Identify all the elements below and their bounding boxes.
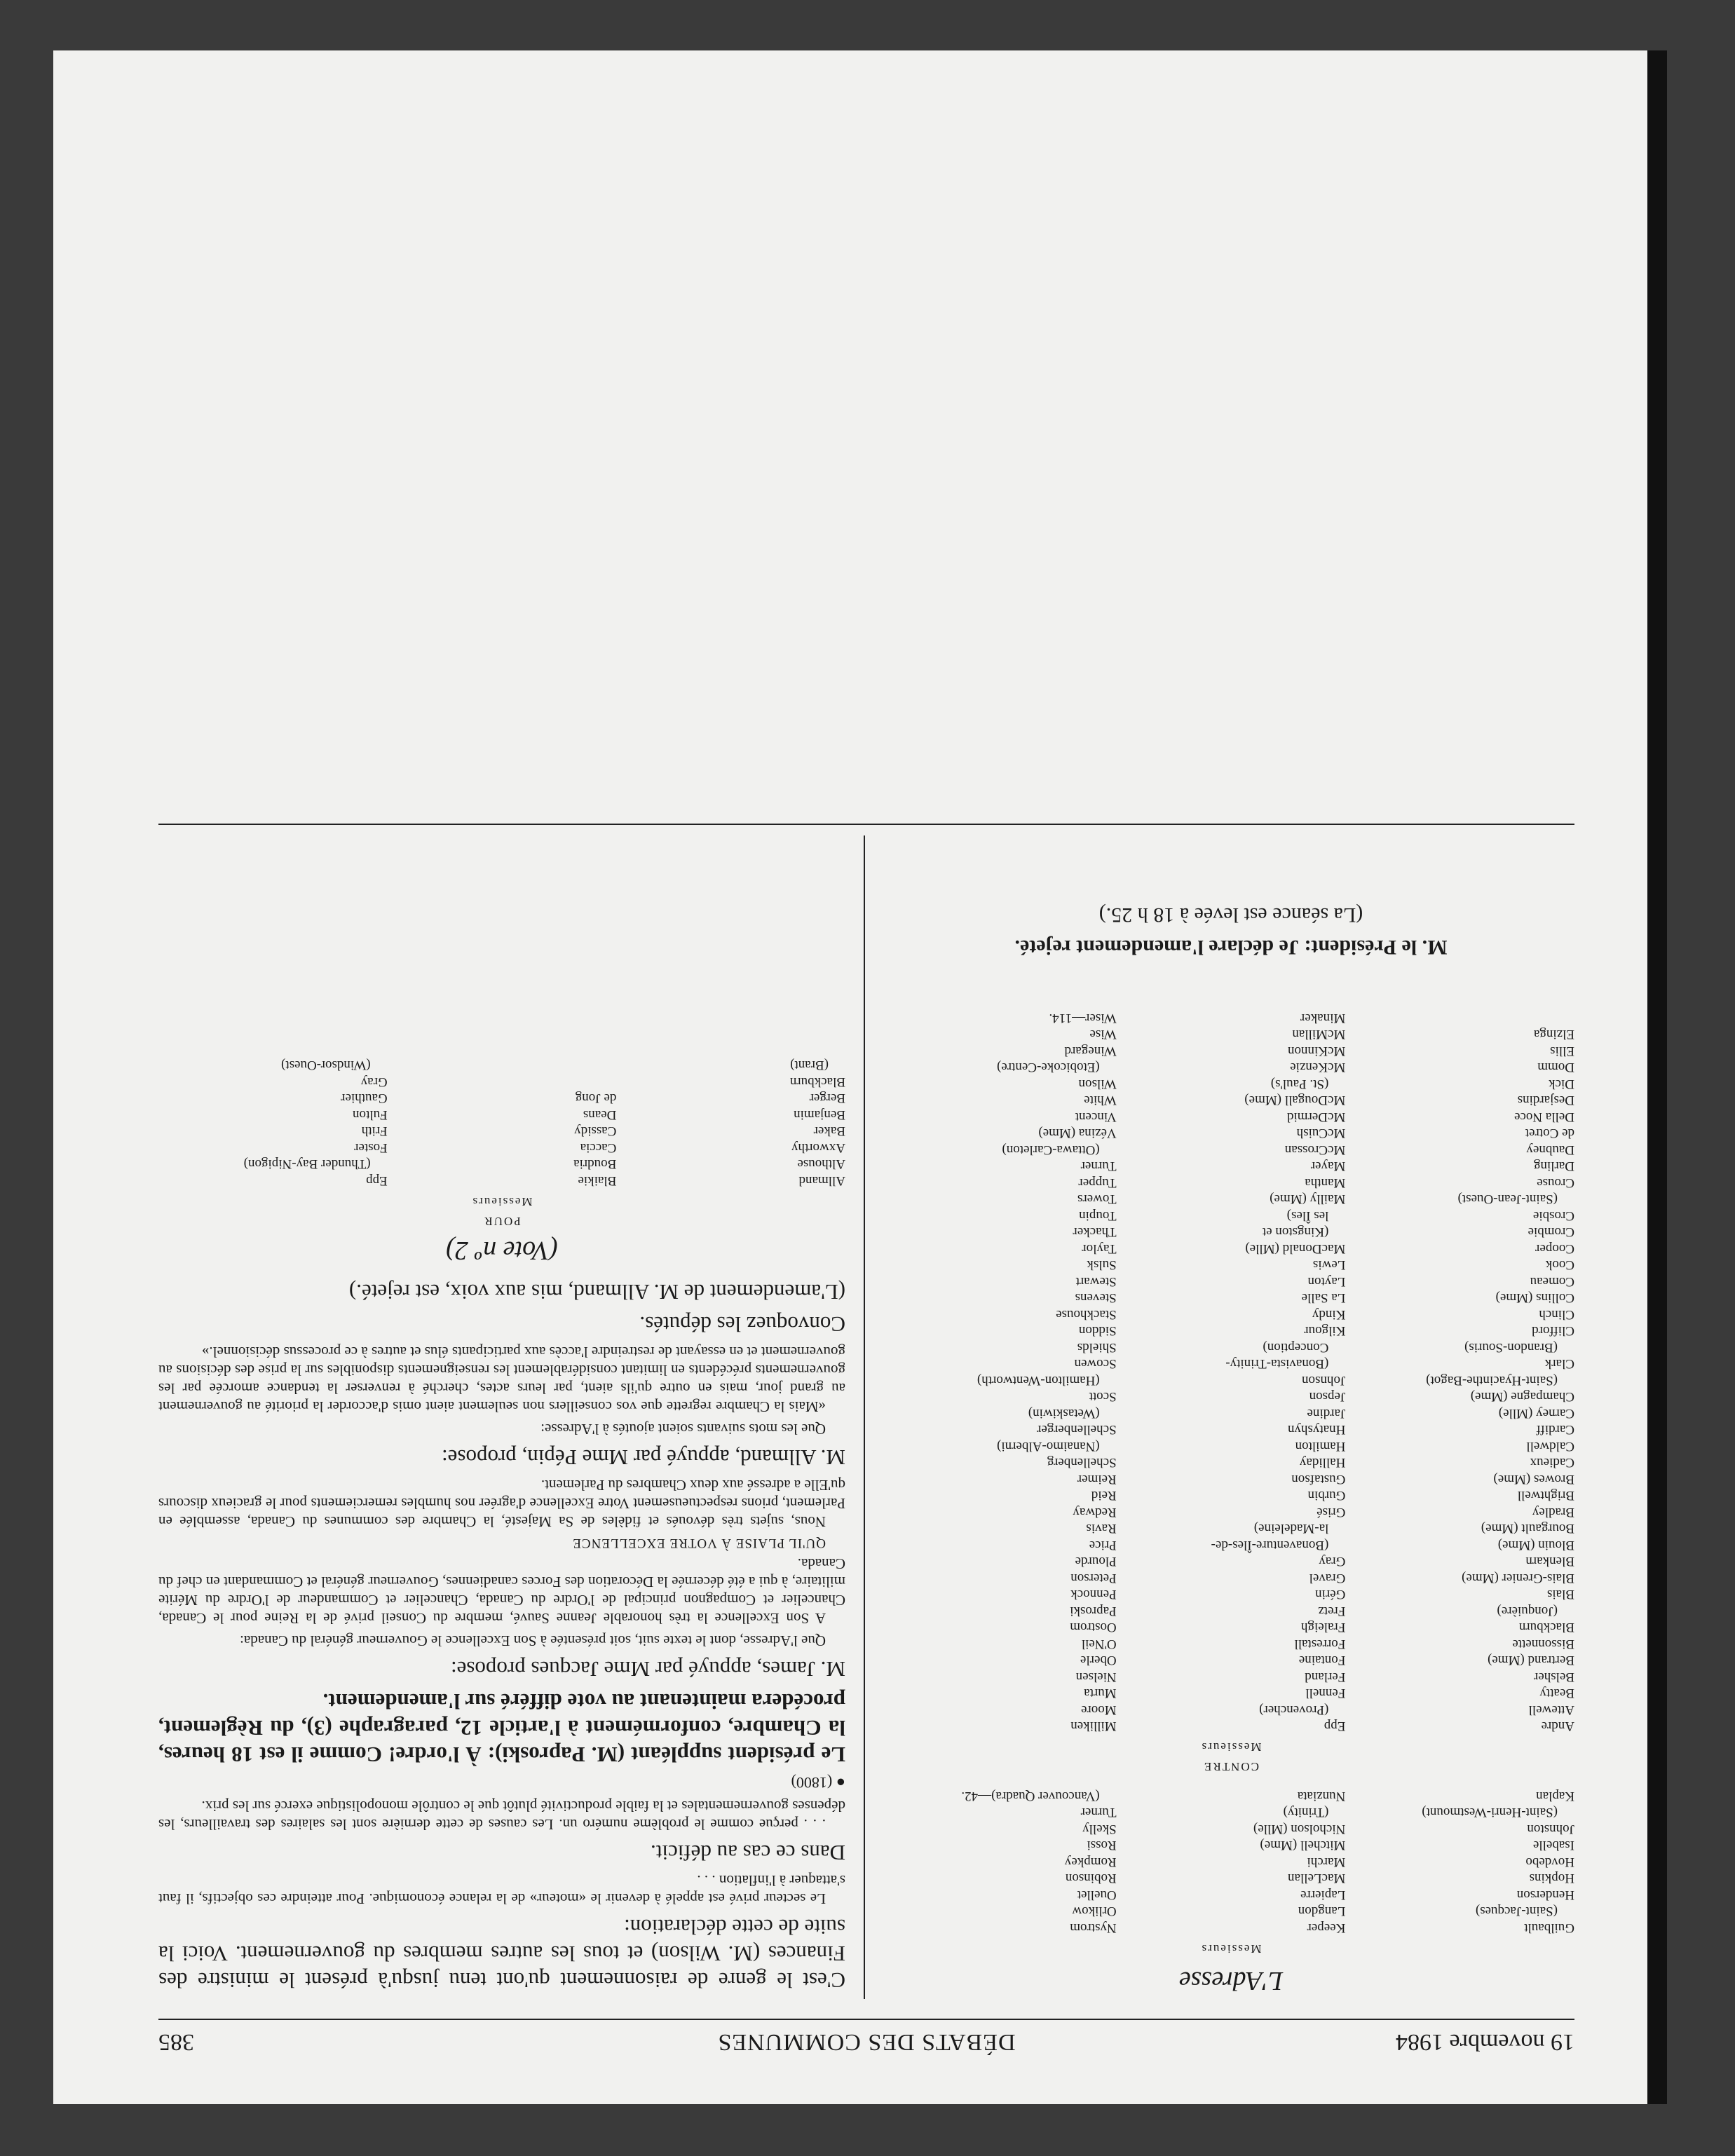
quotation: Le secteur privé est appelé à devenir le «moteur» de la relance économique. Pour atteindre ces objectifs, il faut s'attaquer à l'inflation . . . bbox=[158, 1872, 845, 1907]
member-name: Bradley bbox=[1532, 1505, 1574, 1520]
member-name: Turner bbox=[1080, 1159, 1117, 1174]
member-name: Fretz bbox=[1318, 1604, 1346, 1618]
member-name: Toupin bbox=[1079, 1208, 1117, 1223]
member-name: Ferland bbox=[1305, 1670, 1346, 1684]
member-name: Epp bbox=[366, 1173, 388, 1188]
member-name: Hovdebo bbox=[1525, 1855, 1574, 1869]
member-name: Cardiff bbox=[1536, 1422, 1574, 1438]
member-name: Blackburn bbox=[789, 1074, 845, 1089]
member-name: McDougall (Mme) bbox=[1244, 1093, 1346, 1108]
member-name: Clinch bbox=[1539, 1307, 1574, 1322]
closing-line: (La séance est levée à 18 h 25.) bbox=[1098, 903, 1363, 927]
member-name: Gravel bbox=[1309, 1571, 1346, 1585]
member-name: Forrestall bbox=[1294, 1637, 1346, 1651]
time-marker: ● (1800) bbox=[791, 1774, 845, 1792]
member-name: Lewis bbox=[1312, 1257, 1346, 1273]
member-name: Nunziata bbox=[1297, 1789, 1346, 1803]
member-name: Darling bbox=[1533, 1159, 1574, 1174]
member-name: Cooper bbox=[1535, 1241, 1574, 1256]
member-name: O'Neil bbox=[1081, 1637, 1117, 1651]
member-name: Guilbault bbox=[1524, 1920, 1574, 1935]
paragraph: Convoquez les députés. bbox=[639, 1312, 845, 1337]
member-name: Hopkins bbox=[1529, 1871, 1574, 1886]
member-name: Andre bbox=[1541, 1719, 1574, 1734]
member-name: Halliday bbox=[1299, 1455, 1346, 1471]
member-name: Dick bbox=[1549, 1077, 1574, 1091]
member-name: Benjamin bbox=[794, 1107, 845, 1122]
member-name: Tupper bbox=[1078, 1175, 1117, 1190]
names-list-contre bbox=[887, 1010, 1574, 1735]
quotation: Nous, sujets très dévoués et fidèles de Sa Majesté, la Chambre des communes du Canada, assemblée en Parlement, prions respectueusement Votre Excellence d'agréer nos humbles remerciements pour le gracieux discours qu'Elle a adressé aux deux Chambres du Parlement. bbox=[158, 1477, 845, 1530]
page-content bbox=[158, 100, 1574, 2055]
pour-heading: POUR bbox=[483, 1215, 521, 1228]
member-name: Henderson bbox=[1516, 1888, 1574, 1902]
member-name: (Brant) bbox=[790, 1058, 829, 1073]
member-name: Pennock bbox=[1070, 1587, 1117, 1602]
member-name: Crouse bbox=[1537, 1175, 1574, 1190]
header-date: 19 novembre 1984 bbox=[1396, 2029, 1574, 2055]
member-name: Reid bbox=[1091, 1488, 1117, 1503]
member-name: Blouin (Mme) bbox=[1497, 1538, 1574, 1553]
member-name: Daubney bbox=[1526, 1142, 1574, 1157]
member-name: Desjardins bbox=[1517, 1093, 1574, 1108]
member-name: Boudria bbox=[573, 1157, 617, 1172]
member-name: (Saint-Henri-Westmount) bbox=[1422, 1805, 1558, 1820]
member-name: Jardine bbox=[1307, 1406, 1346, 1421]
member-name: Berger bbox=[809, 1091, 845, 1106]
member-name: Bertrand (Mme) bbox=[1488, 1653, 1574, 1668]
member-name: Turner bbox=[1080, 1805, 1117, 1820]
member-name: (Etobicoke-Centre) bbox=[997, 1060, 1100, 1075]
member-name: Baker bbox=[813, 1124, 845, 1139]
member-name: Mantha bbox=[1305, 1175, 1346, 1190]
member-name: Fulton bbox=[353, 1107, 388, 1122]
member-name: Allmand bbox=[798, 1173, 845, 1188]
member-name: Oberle bbox=[1080, 1653, 1117, 1668]
motion-intro: M. Allmand, appuyé par Mme Pépin, propose: bbox=[442, 1445, 845, 1470]
member-name: Winegard bbox=[1064, 1044, 1117, 1058]
member-name: Murta bbox=[1084, 1686, 1117, 1701]
member-name: Belsher bbox=[1533, 1670, 1574, 1684]
member-name: Frith bbox=[361, 1124, 388, 1139]
member-name: Gray bbox=[360, 1074, 388, 1089]
member-name: Della Noce bbox=[1514, 1110, 1574, 1124]
vote-heading: (Vote nº 2) bbox=[446, 1236, 558, 1265]
quotation: Que l'Adresse, dont le texte suit, soit présentée à Son Excellence le Gouverneur général du Canada: bbox=[240, 1632, 826, 1649]
member-name: Crosbie bbox=[1532, 1208, 1574, 1223]
page-number: 385 bbox=[158, 2029, 194, 2055]
member-name: Marchi bbox=[1307, 1855, 1346, 1869]
member-name: (Brandon-Souris) bbox=[1464, 1340, 1558, 1355]
member-name: La Salle bbox=[1301, 1290, 1346, 1306]
member-name: (Nanaimo-Alberni) bbox=[997, 1439, 1100, 1454]
member-name: Wise bbox=[1089, 1027, 1117, 1042]
member-name: (Jonquière) bbox=[1497, 1604, 1558, 1618]
member-name: Paproski bbox=[1070, 1604, 1117, 1618]
quotation: Que les mots suivants soient ajoutés à l'Adresse: bbox=[540, 1421, 826, 1438]
member-name: Carney (Mlle) bbox=[1498, 1406, 1574, 1421]
member-name: Scowen bbox=[1074, 1356, 1117, 1372]
member-name: Peterson bbox=[1070, 1571, 1117, 1585]
member-name: Browes (Mme) bbox=[1493, 1472, 1574, 1487]
member-name: MacLellan bbox=[1288, 1871, 1346, 1886]
member-name: Orlikow bbox=[1072, 1904, 1117, 1919]
member-name: Cassidy bbox=[574, 1124, 617, 1139]
member-name: Deans bbox=[583, 1107, 617, 1122]
section-title: L'Adresse bbox=[1178, 1966, 1284, 1995]
member-name: (Bonaventure-Îles-de- bbox=[1211, 1538, 1329, 1553]
member-name: Keeper bbox=[1307, 1920, 1346, 1935]
member-name: de Cotret bbox=[1525, 1126, 1574, 1141]
member-name: Clark bbox=[1544, 1356, 1574, 1372]
member-name: Gustafson bbox=[1291, 1472, 1346, 1487]
member-name: Isabelle bbox=[1532, 1838, 1574, 1853]
member-name bbox=[1345, 1010, 1574, 1027]
member-name: Johnston bbox=[1527, 1822, 1574, 1836]
member-name bbox=[388, 1074, 617, 1091]
member-name: Blais bbox=[1546, 1587, 1574, 1602]
member-name: Thacker bbox=[1073, 1224, 1117, 1240]
member-name: (Hamilton-Wentworth) bbox=[977, 1373, 1100, 1388]
header-rule bbox=[158, 2019, 1574, 2020]
member-name: Mitchell (Mme) bbox=[1260, 1838, 1346, 1853]
member-name: Vincent bbox=[1075, 1110, 1117, 1124]
member-name: Towers bbox=[1077, 1192, 1117, 1207]
member-name: Kaplan bbox=[1536, 1789, 1574, 1803]
member-name: Johnson bbox=[1302, 1373, 1346, 1388]
member-name: (Saint-Hyacinthe-Bagot) bbox=[1426, 1373, 1558, 1388]
member-name: de Jong bbox=[575, 1091, 617, 1106]
messieurs-label: Messieurs bbox=[1200, 1740, 1262, 1754]
amendment-result: M. le Président: Je déclare l'amendement rejeté. bbox=[1014, 936, 1448, 960]
member-name: Ravis bbox=[1086, 1521, 1117, 1536]
member-name: Bourgault (Mme) bbox=[1481, 1521, 1574, 1536]
member-name: la-Madeleine) bbox=[1253, 1521, 1329, 1536]
content-end-rule bbox=[158, 824, 1574, 825]
member-name: Gérin bbox=[1315, 1587, 1346, 1602]
names-list-pour bbox=[158, 1057, 845, 1189]
member-name: (Thunder Bay-Nipigon) bbox=[243, 1157, 371, 1172]
member-name: Stackhouse bbox=[1056, 1307, 1117, 1322]
member-name: Jepson bbox=[1309, 1389, 1346, 1405]
member-name: (Saint-Jean-Ouest) bbox=[1457, 1192, 1558, 1207]
member-name: Blackburn bbox=[1518, 1620, 1574, 1635]
member-name: Blais-Grenier (Mme) bbox=[1462, 1571, 1574, 1585]
member-name: Langdon bbox=[1298, 1904, 1346, 1919]
member-name: McCuish bbox=[1296, 1126, 1346, 1141]
member-name: (Saint-Jacques) bbox=[1475, 1904, 1558, 1919]
member-name: (Provencher) bbox=[1259, 1703, 1329, 1717]
member-name: Blaikie bbox=[578, 1173, 617, 1188]
left-column bbox=[887, 896, 1574, 2000]
member-name: Attewell bbox=[1528, 1703, 1574, 1717]
member-name: Moore bbox=[1081, 1703, 1117, 1717]
member-name: (Kingston et bbox=[1262, 1224, 1329, 1240]
binding-edge bbox=[1647, 50, 1667, 2104]
member-name: Fennell bbox=[1305, 1686, 1346, 1701]
member-name: les Îles) bbox=[1286, 1208, 1329, 1223]
messieurs-label: Messieurs bbox=[1200, 1942, 1262, 1956]
member-name: Stevens bbox=[1075, 1290, 1117, 1306]
member-name: Collins (Mme) bbox=[1495, 1290, 1574, 1306]
paragraph: C'est le genre de raisonnement qu'ont tenu jusqu'à présent le ministre des Finances (M. Wilson) et tous les autres membres du gouvernement. Voici la suite de cette déclaration: bbox=[158, 1915, 845, 1993]
member-name: (Ottawa-Carleton) bbox=[1002, 1142, 1100, 1157]
member-name: Domm bbox=[1537, 1060, 1574, 1075]
paragraph-speaker: Le président suppléant (M. Paproski): À l'ordre! Comme il est 18 heures, la Chambre, conformément à l'article 12, paragraphe (3), du Règlement, procédera maintenant au vote différé sur l'amendement. bbox=[158, 1689, 845, 1767]
member-name: Shields bbox=[1077, 1340, 1117, 1355]
right-column bbox=[158, 1057, 845, 1999]
member-name: Plourde bbox=[1075, 1554, 1117, 1569]
member-name: (Bonavista-Trinity- bbox=[1225, 1356, 1329, 1372]
member-name: Layton bbox=[1307, 1274, 1346, 1289]
member-name: Ellis bbox=[1550, 1044, 1574, 1058]
member-name: Rompkey bbox=[1064, 1855, 1117, 1869]
motion-intro: M. James, appuyé par Mme Jacques propose: bbox=[450, 1657, 845, 1681]
member-name: Blenkarn bbox=[1525, 1554, 1574, 1569]
member-name: Nielsen bbox=[1075, 1670, 1117, 1684]
member-name: Axworthy bbox=[791, 1140, 845, 1155]
quotation: A Son Excellence la très honorable Jeanne Sauvé, membre du Conseil privé de la Reine pour le Canada, Chancelier et Compagnon principal de l'Ordre du Canada, Chancelier et Commandeur de l'Ordre du Mérite militaire, à qui a été décernée la Décoration des Forces canadiennes, Gouverneur général et Commandant en chef du Canada. bbox=[158, 1555, 845, 1627]
member-name: Kilgour bbox=[1304, 1323, 1346, 1339]
member-name: Siddon bbox=[1078, 1323, 1117, 1339]
member-name: Gauthier bbox=[341, 1091, 388, 1106]
member-name: (St. Paul's) bbox=[1270, 1077, 1329, 1091]
member-name: Oostrom bbox=[1070, 1620, 1117, 1635]
member-name: Mayer bbox=[1310, 1159, 1346, 1174]
member-name: Rossi bbox=[1087, 1838, 1117, 1853]
member-name: Gray bbox=[1319, 1554, 1346, 1569]
member-name: Reimer bbox=[1077, 1472, 1117, 1487]
messieurs-label: Messieurs bbox=[471, 1195, 533, 1208]
running-header bbox=[158, 2024, 1574, 2055]
member-name: Beatty bbox=[1539, 1686, 1574, 1701]
member-name: Mailly (Mme) bbox=[1270, 1192, 1346, 1207]
member-name: (Vancouver Quadra)—42. bbox=[961, 1789, 1100, 1803]
paragraph: (L'amendement de M. Allmand, mis aux voix, est rejeté.) bbox=[348, 1280, 845, 1304]
member-name: Kindy bbox=[1312, 1307, 1346, 1322]
member-name: Taylor bbox=[1082, 1241, 1117, 1256]
member-name: Nystrom bbox=[1070, 1920, 1117, 1935]
member-name: Althouse bbox=[797, 1157, 845, 1172]
member-name: Elzinga bbox=[1533, 1027, 1574, 1042]
member-name: Foster bbox=[354, 1140, 388, 1155]
member-name: Cadieux bbox=[1530, 1455, 1574, 1471]
member-name: Bissonnette bbox=[1512, 1637, 1574, 1651]
member-name: Crombie bbox=[1528, 1224, 1574, 1240]
member-name: Clifford bbox=[1532, 1323, 1574, 1339]
member-name: Lapierre bbox=[1300, 1888, 1346, 1902]
paragraph: Dans ce cas au déficit. bbox=[650, 1841, 845, 1865]
member-name: Redway bbox=[1073, 1505, 1117, 1520]
member-name: Gurbin bbox=[1307, 1488, 1346, 1503]
member-name: Grisé bbox=[1316, 1505, 1346, 1520]
member-name: (Trinity) bbox=[1283, 1805, 1329, 1820]
member-name: Scott bbox=[1089, 1389, 1117, 1405]
quotation: . . . perçue comme le problème numéro un. Les causes de cette dernière sont les salaires des travailleurs, les dépenses gouvernementales et la faible productivité plutôt que le contrôle monopolistique exercé sur les prix. bbox=[158, 1798, 845, 1833]
member-name: (Windsor-Ouest) bbox=[281, 1058, 371, 1073]
member-name: Hnatyshyn bbox=[1288, 1422, 1346, 1438]
member-name: Fontaine bbox=[1298, 1653, 1346, 1668]
column-divider bbox=[864, 835, 865, 1999]
member-name: (Wetaskiwin) bbox=[1028, 1406, 1100, 1421]
member-name: Schellenberg bbox=[1047, 1455, 1117, 1471]
member-name: Caldwell bbox=[1526, 1439, 1574, 1454]
member-name: Stewart bbox=[1075, 1274, 1117, 1289]
member-name: Comeau bbox=[1530, 1274, 1574, 1289]
member-name: Robinson bbox=[1065, 1871, 1117, 1886]
member-name: Caccia bbox=[580, 1140, 617, 1155]
member-name: Minaker bbox=[1300, 1011, 1346, 1025]
member-name: Ouellet bbox=[1077, 1888, 1117, 1902]
member-name: McKenzie bbox=[1290, 1060, 1346, 1075]
names-list-pour-continued bbox=[887, 1788, 1574, 1937]
member-name: Wilson bbox=[1078, 1077, 1117, 1091]
contre-heading: CONTRE bbox=[1203, 1760, 1259, 1774]
member-name: Milliken bbox=[1070, 1719, 1117, 1734]
member-name bbox=[388, 1057, 617, 1074]
member-name: White bbox=[1084, 1093, 1117, 1108]
member-name: Wiser—114. bbox=[1049, 1011, 1117, 1025]
member-name: McKinnon bbox=[1288, 1044, 1346, 1058]
member-name: Champagne (Mme) bbox=[1470, 1389, 1574, 1405]
member-name: Fraleigh bbox=[1301, 1620, 1346, 1635]
member-name: Epp bbox=[1324, 1719, 1346, 1734]
scanned-page bbox=[53, 50, 1667, 2104]
quotation: «Mais la Chambre regrette que vos conseillers non seulement aient omis d'accorder la priorité au gouvernement au grand jour, mais en outre qu'ils aient, par leurs actes, cherché à renverser la tendance amorcée par les gouvernements précédents en limitant considérablement les renseignements disponibles sur la prise des décisions au gouvernement et en essayant de restreindre l'accès aux participants élus et autres à ce processus décisionnel.» bbox=[158, 1344, 845, 1415]
member-name: Hamilton bbox=[1295, 1439, 1346, 1454]
member-name: Brightwell bbox=[1517, 1488, 1574, 1503]
member-name: MacDonald (Mlle) bbox=[1245, 1241, 1346, 1256]
header-title: DÉBATS DES COMMUNES bbox=[717, 2029, 1016, 2055]
member-name: Skelly bbox=[1082, 1822, 1117, 1836]
member-name: Conception) bbox=[1263, 1340, 1329, 1355]
member-name: Cook bbox=[1545, 1257, 1574, 1273]
member-name: Nicholson (Mlle) bbox=[1253, 1822, 1346, 1836]
member-name: McDermid bbox=[1286, 1110, 1346, 1124]
member-name: Schellenberger bbox=[1037, 1422, 1117, 1438]
member-name: Sulsk bbox=[1087, 1257, 1117, 1273]
address-formula: QU'IL PLAISE À VOTRE EXCELLENCE bbox=[572, 1536, 826, 1550]
member-name: Price bbox=[1089, 1538, 1117, 1553]
member-name: McMillan bbox=[1292, 1027, 1346, 1042]
member-name: Vézina (Mme) bbox=[1038, 1126, 1117, 1141]
member-name: McCrossan bbox=[1284, 1142, 1346, 1157]
